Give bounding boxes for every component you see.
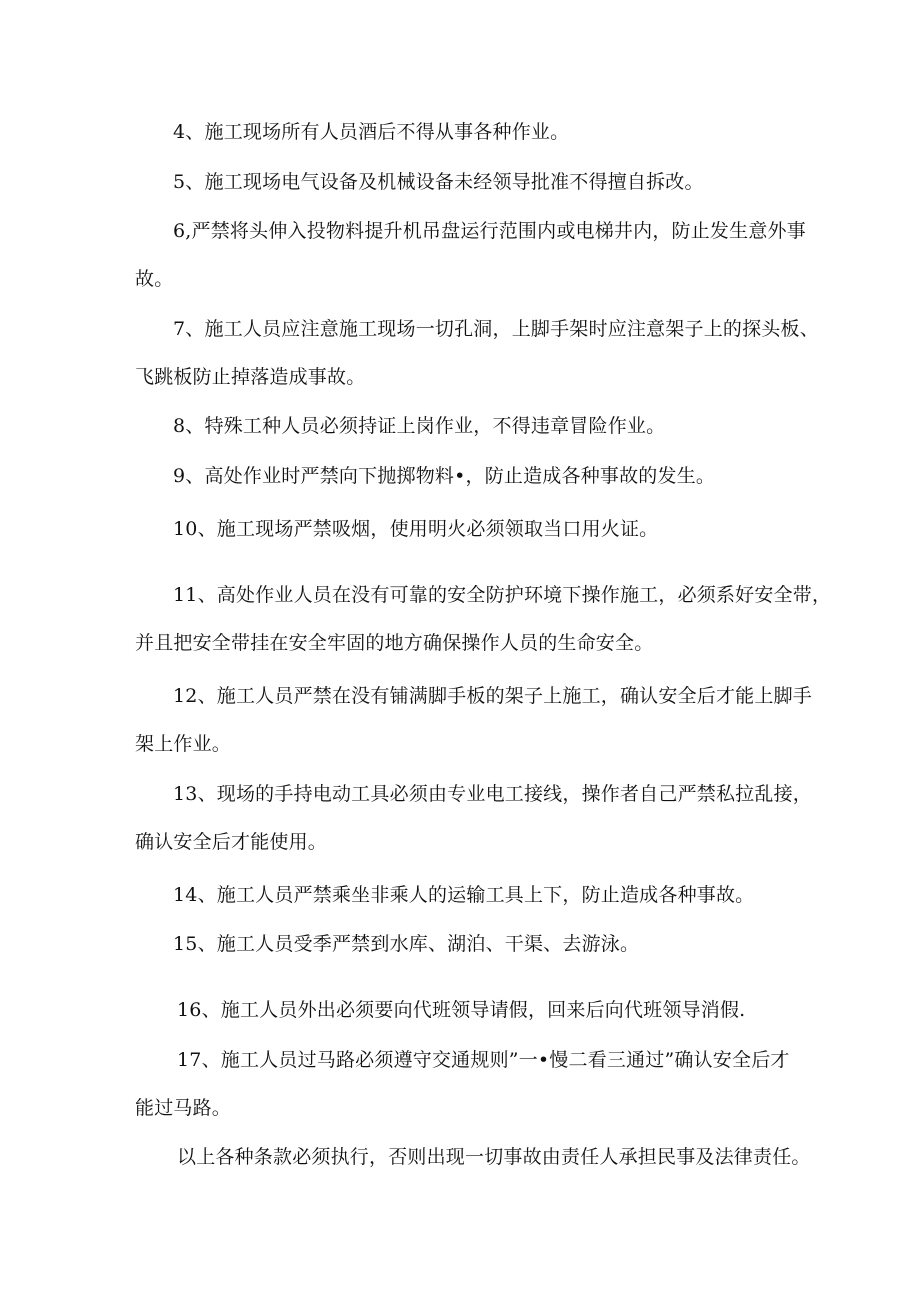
- rule-14: 14、施工人员严禁乘坐非乘人的运输工具上下，防止造成各种事故。: [173, 884, 755, 906]
- rule-4: 4、施工现场所有人员酒后不得从事各种作业。: [173, 121, 570, 143]
- rule-12-line-2: 架上作业。: [135, 733, 232, 755]
- rule-5: 5、施工现场电气设备及机械设备未经领导批准不得擅自拆改。: [173, 171, 704, 193]
- rule-6-line-2: 故。: [135, 268, 174, 290]
- closing-statement: 以上各种条款必须执行，否则出现一切事故由责任人承担民事及法律责任。: [177, 1146, 811, 1168]
- rule-10: 10、施工现场严禁吸烟，使用明火必须领取当口用火证。: [173, 518, 659, 540]
- rule-7-line-2: 飞跳板防止掉落造成事故。: [135, 366, 366, 388]
- rule-17-line-1: 17、施工人员过马路必须遵守交通规则”一•慢二看三通过”确认安全后才: [177, 1049, 790, 1071]
- rule-15: 15、施工人员受季严禁到水库、湖泊、干渠、去游泳。: [173, 933, 640, 955]
- rule-11-line-1: 11、高处作业人员在没有可靠的安全防护环境下操作施工，必须系好安全带，: [173, 584, 832, 606]
- rule-16: 16、施工人员外出必须要向代班领导请假，回来后向代班领导消假.: [177, 999, 746, 1021]
- rule-13-line-2: 确认安全后才能使用。: [135, 831, 328, 853]
- rule-11-line-2: 并且把安全带挂在安全牢固的地方确保操作人员的生命安全。: [135, 632, 654, 654]
- rule-9: 9、高处作业时严禁向下抛掷物料•，防止造成各种事故的发生。: [173, 465, 716, 487]
- rule-7-line-1: 7、施工人员应注意施工现场一切孔洞，上脚手架时应注意架子上的探头板、: [173, 318, 819, 340]
- rule-17-line-2: 能过马路。: [135, 1097, 232, 1119]
- rule-6-line-1: 6,严禁将头伸入投物料提升机吊盘运行范围内或电梯井内，防止发生意外事: [173, 220, 806, 242]
- rule-12-line-1: 12、施工人员严禁在没有铺满脚手板的架子上施工，确认安全后才能上脚手: [173, 685, 812, 707]
- rule-13-line-1: 13、现场的手持电动工具必须由专业电工接线，操作者自己严禁私拉乱接，: [173, 783, 812, 805]
- rule-8: 8、特殊工种人员必须持证上岗作业，不得违章冒险作业。: [173, 415, 666, 437]
